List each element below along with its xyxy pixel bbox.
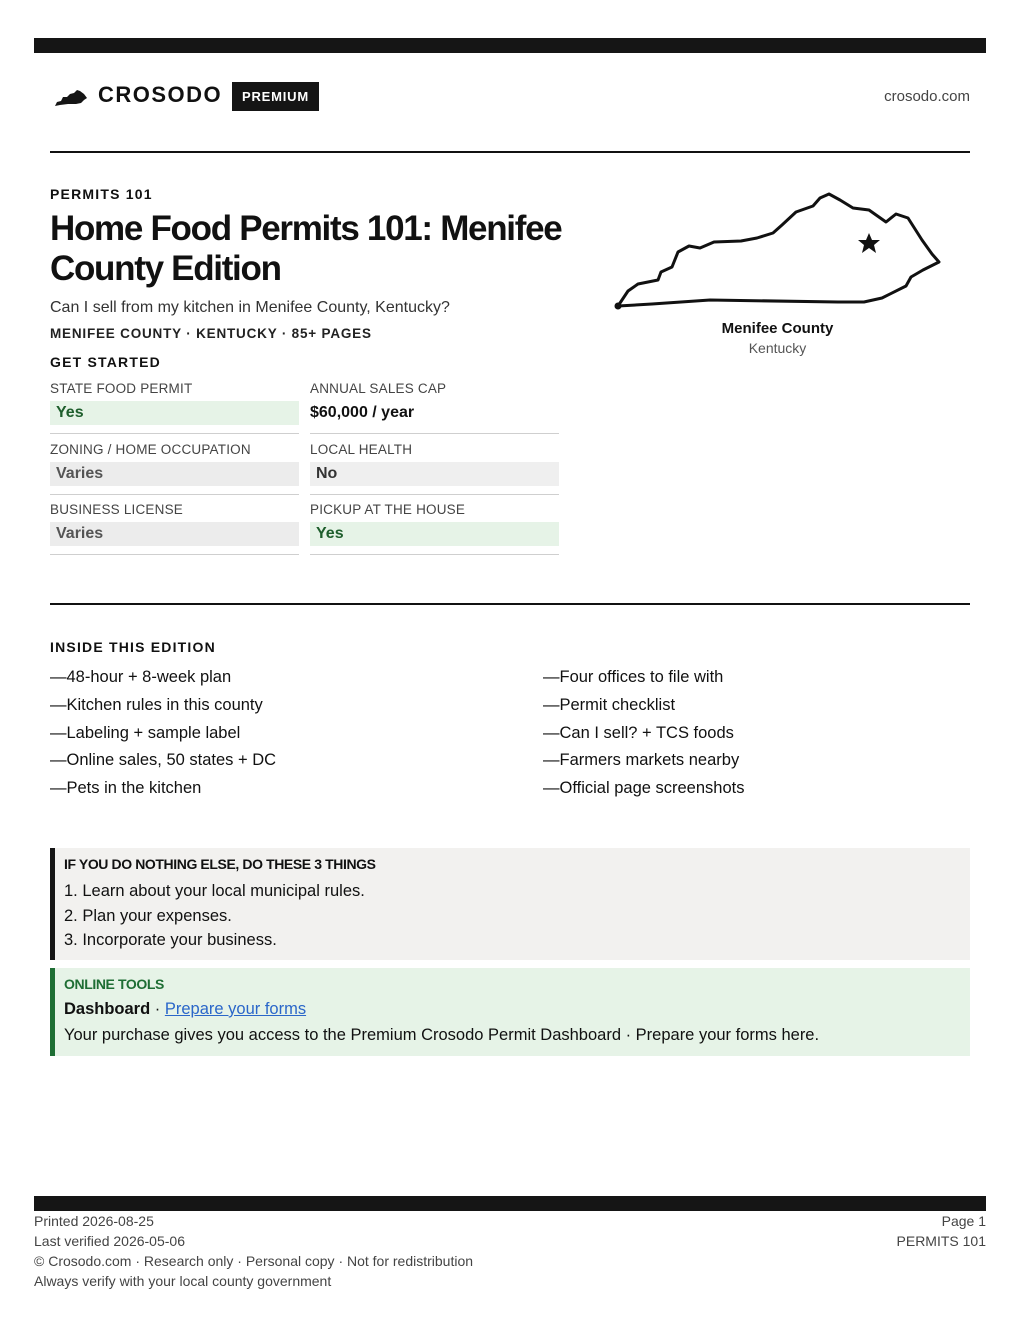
- page-title: Home Food Permits 101: Menifee County Edition: [50, 209, 562, 288]
- todo-list: [64, 879, 365, 953]
- inside-list-right: [543, 665, 744, 804]
- fact-state-food-permit: [50, 381, 299, 434]
- list-item: —Farmers markets nearby: [543, 751, 740, 770]
- header: [50, 78, 970, 118]
- dashboard-label: Dashboard: [64, 1000, 151, 1018]
- todo-item: 2. Plan your expenses.: [64, 906, 232, 925]
- fact-annual-sales-cap: [310, 381, 559, 434]
- divider: [50, 603, 970, 605]
- disclaimer: Always verify with your local county government: [34, 1273, 332, 1289]
- section-kicker: PERMITS 101: [50, 186, 153, 202]
- prepare-forms-link[interactable]: Prepare your forms: [164, 1000, 307, 1018]
- separator: ·: [150, 1000, 165, 1018]
- list-item: —Four offices to file with: [543, 668, 724, 686]
- brand-name: CROSODO: [98, 82, 223, 107]
- todo-callout: [50, 848, 970, 960]
- fact-label: ZONING / HOME OCCUPATION: [50, 442, 251, 457]
- list-item: —Kitchen rules in this county: [50, 695, 263, 714]
- fact-value: Yes: [50, 401, 299, 425]
- inside-list-left: [50, 665, 276, 804]
- fact-label: LOCAL HEALTH: [310, 442, 413, 457]
- tools-description: Your purchase gives you access to the Premium Crosodo Permit Dashboard · Prepare your forms here.: [64, 1026, 820, 1044]
- callout-stripe: [50, 968, 55, 1056]
- page-subtitle: Can I sell from my kitchen in Menifee County, Kentucky?: [50, 299, 450, 316]
- fact-value: Yes: [310, 522, 559, 546]
- page-number: Page 1: [941, 1213, 986, 1229]
- list-item: —Labeling + sample label: [50, 723, 241, 742]
- online-tools-callout: [50, 968, 970, 1056]
- top-bar: [34, 38, 986, 53]
- callout-stripe: [50, 848, 55, 960]
- kentucky-map: [610, 188, 945, 312]
- verified-date: Last verified 2026-05-06: [34, 1233, 185, 1249]
- fact-business-license: [50, 502, 299, 555]
- map-state-label: Kentucky: [748, 340, 807, 356]
- fact-zoning: [50, 442, 299, 495]
- footer-bar: [34, 1196, 986, 1211]
- fact-label: STATE FOOD PERMIT: [50, 381, 193, 396]
- tools-links: [64, 1000, 306, 1019]
- fact-value: No: [310, 462, 559, 486]
- inside-heading: INSIDE THIS EDITION: [50, 639, 216, 655]
- kentucky-logo-icon: [54, 88, 88, 108]
- fact-value: Varies: [50, 522, 299, 546]
- site-url[interactable]: crosodo.com: [884, 88, 970, 105]
- fact-pickup: [310, 502, 559, 555]
- list-item: —Official page screenshots: [543, 779, 745, 798]
- copyright: © Crosodo.com · Research only · Personal copy · Not for redistribution: [34, 1253, 474, 1269]
- fact-label: ANNUAL SALES CAP: [310, 381, 447, 396]
- footer-section: PERMITS 101: [896, 1233, 986, 1249]
- map-county-label: Menifee County: [721, 320, 834, 337]
- printed-date: Printed 2026-08-25: [34, 1213, 154, 1229]
- fact-value: $60,000 / year: [310, 404, 415, 421]
- fact-local-health: [310, 442, 559, 495]
- list-item: —Pets in the kitchen: [50, 779, 202, 798]
- fact-label: PICKUP AT THE HOUSE: [310, 502, 466, 517]
- list-item: —Online sales, 50 states + DC: [50, 751, 277, 770]
- divider: [50, 151, 970, 153]
- edition-meta: MENIFEE COUNTY · KENTUCKY · 85+ PAGES: [50, 326, 372, 341]
- fact-label: BUSINESS LICENSE: [50, 502, 183, 517]
- list-item: —Permit checklist: [543, 695, 676, 714]
- county-star-icon: [858, 233, 880, 253]
- todo-heading: IF YOU DO NOTHING ELSE, DO THESE 3 THINGS: [64, 856, 376, 872]
- map-dot: [615, 303, 622, 310]
- fact-value: Varies: [50, 462, 299, 486]
- tools-heading: ONLINE TOOLS: [64, 976, 164, 992]
- todo-item: 3. Incorporate your business.: [64, 931, 277, 949]
- list-item: —48-hour + 8-week plan: [50, 668, 232, 686]
- get-started-heading: GET STARTED: [50, 354, 161, 370]
- kentucky-outline: [618, 194, 939, 306]
- list-item: —Can I sell? + TCS foods: [543, 723, 734, 742]
- todo-item: 1. Learn about your local municipal rules.: [64, 882, 365, 900]
- premium-badge: PREMIUM: [232, 82, 319, 111]
